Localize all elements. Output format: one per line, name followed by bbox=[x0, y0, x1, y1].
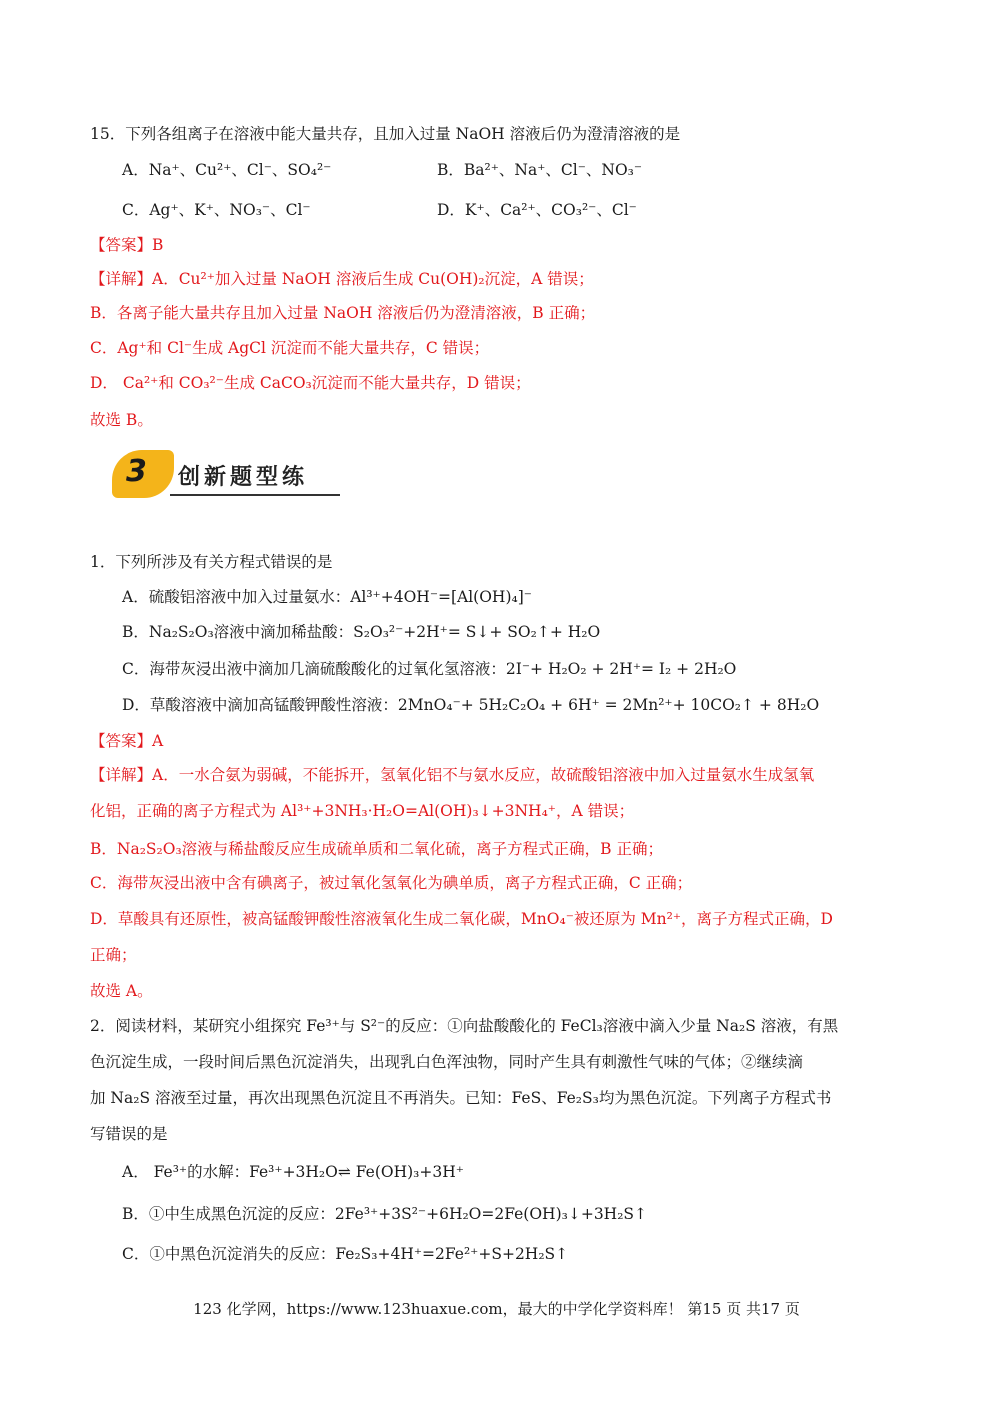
q1-detail-a: 【详解】A．一水合氨为弱碱，不能拆开，氢氧化铝不与氨水反应，故硫酸铝溶液中加入过量氨水生成氢氧 bbox=[90, 766, 815, 784]
section-underline bbox=[170, 494, 340, 496]
q1-option-c: C．海带灰浸出液中滴加几滴硫酸酸化的过氧化氢溶液：2I⁻+ H₂O₂ + 2H⁺= I₂ + 2H₂O bbox=[122, 660, 737, 678]
q2-stem-line-1: 2．阅读材料，某研究小组探究 Fe³⁺与 S²⁻的反应：①向盐酸酸化的 FeCl₃溶液中滴入少量 Na₂S 溶液，有黑 bbox=[90, 1017, 839, 1035]
q15-option-c: C．Ag⁺、K⁺、NO₃⁻、Cl⁻ bbox=[122, 201, 311, 219]
q15-option-b: B．Ba²⁺、Na⁺、Cl⁻、NO₃⁻ bbox=[437, 161, 643, 179]
q15-conclusion: 故选 B。 bbox=[90, 411, 153, 429]
q15-detail-a: 【详解】A．Cu²⁺加入过量 NaOH 溶液后生成 Cu(OH)₂沉淀，A 错误； bbox=[90, 270, 594, 288]
q15-detail-d: D． Ca²⁺和 CO₃²⁻生成 CaCO₃沉淀而不能大量共存，D 错误； bbox=[90, 374, 531, 392]
q1-detail-a-cont: 化铝，正确的离子方程式为 Al³⁺+3NH₃·H₂O=Al(OH)₃↓+3NH₄⁺，A 错误； bbox=[90, 802, 635, 820]
section-number: 3 bbox=[126, 454, 147, 489]
q15-stem: 15．下列各组离子在溶液中能大量共存，且加入过量 NaOH 溶液后仍为澄清溶液的是 bbox=[90, 125, 681, 143]
q1-option-a: A．硫酸铝溶液中加入过量氨水：Al³⁺+4OH⁻=[Al(OH)₄]⁻ bbox=[122, 588, 532, 606]
q1-detail-d-cont: 正确； bbox=[90, 946, 137, 964]
q1-option-b: B．Na₂S₂O₃溶液中滴加稀盐酸：S₂O₃²⁻+2H⁺= S↓+ SO₂↑+ H₂O bbox=[122, 623, 601, 641]
q1-detail-c: C．海带灰浸出液中含有碘离子，被过氧化氢氧化为碘单质，离子方程式正确，C 正确； bbox=[90, 874, 693, 892]
q15-detail-c: C．Ag⁺和 Cl⁻生成 AgCl 沉淀而不能大量共存，C 错误； bbox=[90, 339, 490, 357]
q1-stem: 1．下列所涉及有关方程式错误的是 bbox=[90, 553, 333, 571]
q2-option-c: C．①中黑色沉淀消失的反应：Fe₂S₃+4H⁺=2Fe²⁺+S+2H₂S↑ bbox=[122, 1245, 569, 1263]
q1-detail-d: D．草酸具有还原性，被高锰酸钾酸性溶液氧化生成二氧化碳，MnO₄⁻被还原为 Mn²⁺，离子方程式正确，D bbox=[90, 910, 833, 928]
q15-option-d: D．K⁺、Ca²⁺、CO₃²⁻、Cl⁻ bbox=[437, 201, 637, 219]
section-header bbox=[112, 450, 342, 500]
q1-detail-b: B．Na₂S₂O₃溶液与稀盐酸反应生成硫单质和二氧化硫，离子方程式正确，B 正确； bbox=[90, 840, 663, 858]
q1-option-d: D．草酸溶液中滴加高锰酸钾酸性溶液：2MnO₄⁻+ 5H₂C₂O₄ + 6H⁺ = 2Mn²⁺+ 10CO₂↑ + 8H₂O bbox=[122, 696, 820, 714]
q2-stem-line-3: 加 Na₂S 溶液至过量，再次出现黑色沉淀且不再消失。已知：FeS、Fe₂S₃均为黑色沉淀。下列离子方程式书 bbox=[90, 1089, 832, 1107]
q2-stem-line-4: 写错误的是 bbox=[90, 1125, 168, 1143]
q15-detail-b: B．各离子能大量共存且加入过量 NaOH 溶液后仍为澄清溶液，B 正确； bbox=[90, 304, 596, 322]
page-footer: 123 化学网，https://www.123huaxue.com，最大的中学化学资料库！ 第15 页 共17 页 bbox=[193, 1300, 800, 1318]
q1-conclusion: 故选 A。 bbox=[90, 982, 153, 1000]
q2-stem-line-2: 色沉淀生成，一段时间后黑色沉淀消失，出现乳白色浑浊物，同时产生具有刺激性气味的气体；②继续滴 bbox=[90, 1053, 804, 1071]
q1-answer: 【答案】A bbox=[90, 732, 164, 750]
q15-option-a: A．Na⁺、Cu²⁺、Cl⁻、SO₄²⁻ bbox=[122, 161, 332, 179]
q2-option-b: B．①中生成黑色沉淀的反应：2Fe³⁺+3S²⁻+6H₂O=2Fe(OH)₃↓+3H₂S↑ bbox=[122, 1205, 648, 1223]
q15-answer: 【答案】B bbox=[90, 236, 164, 254]
section-title: 创新题型练 bbox=[178, 465, 309, 490]
q2-option-a: A． Fe³⁺的水解：Fe³⁺+3H₂O⇌ Fe(OH)₃+3H⁺ bbox=[122, 1163, 464, 1181]
